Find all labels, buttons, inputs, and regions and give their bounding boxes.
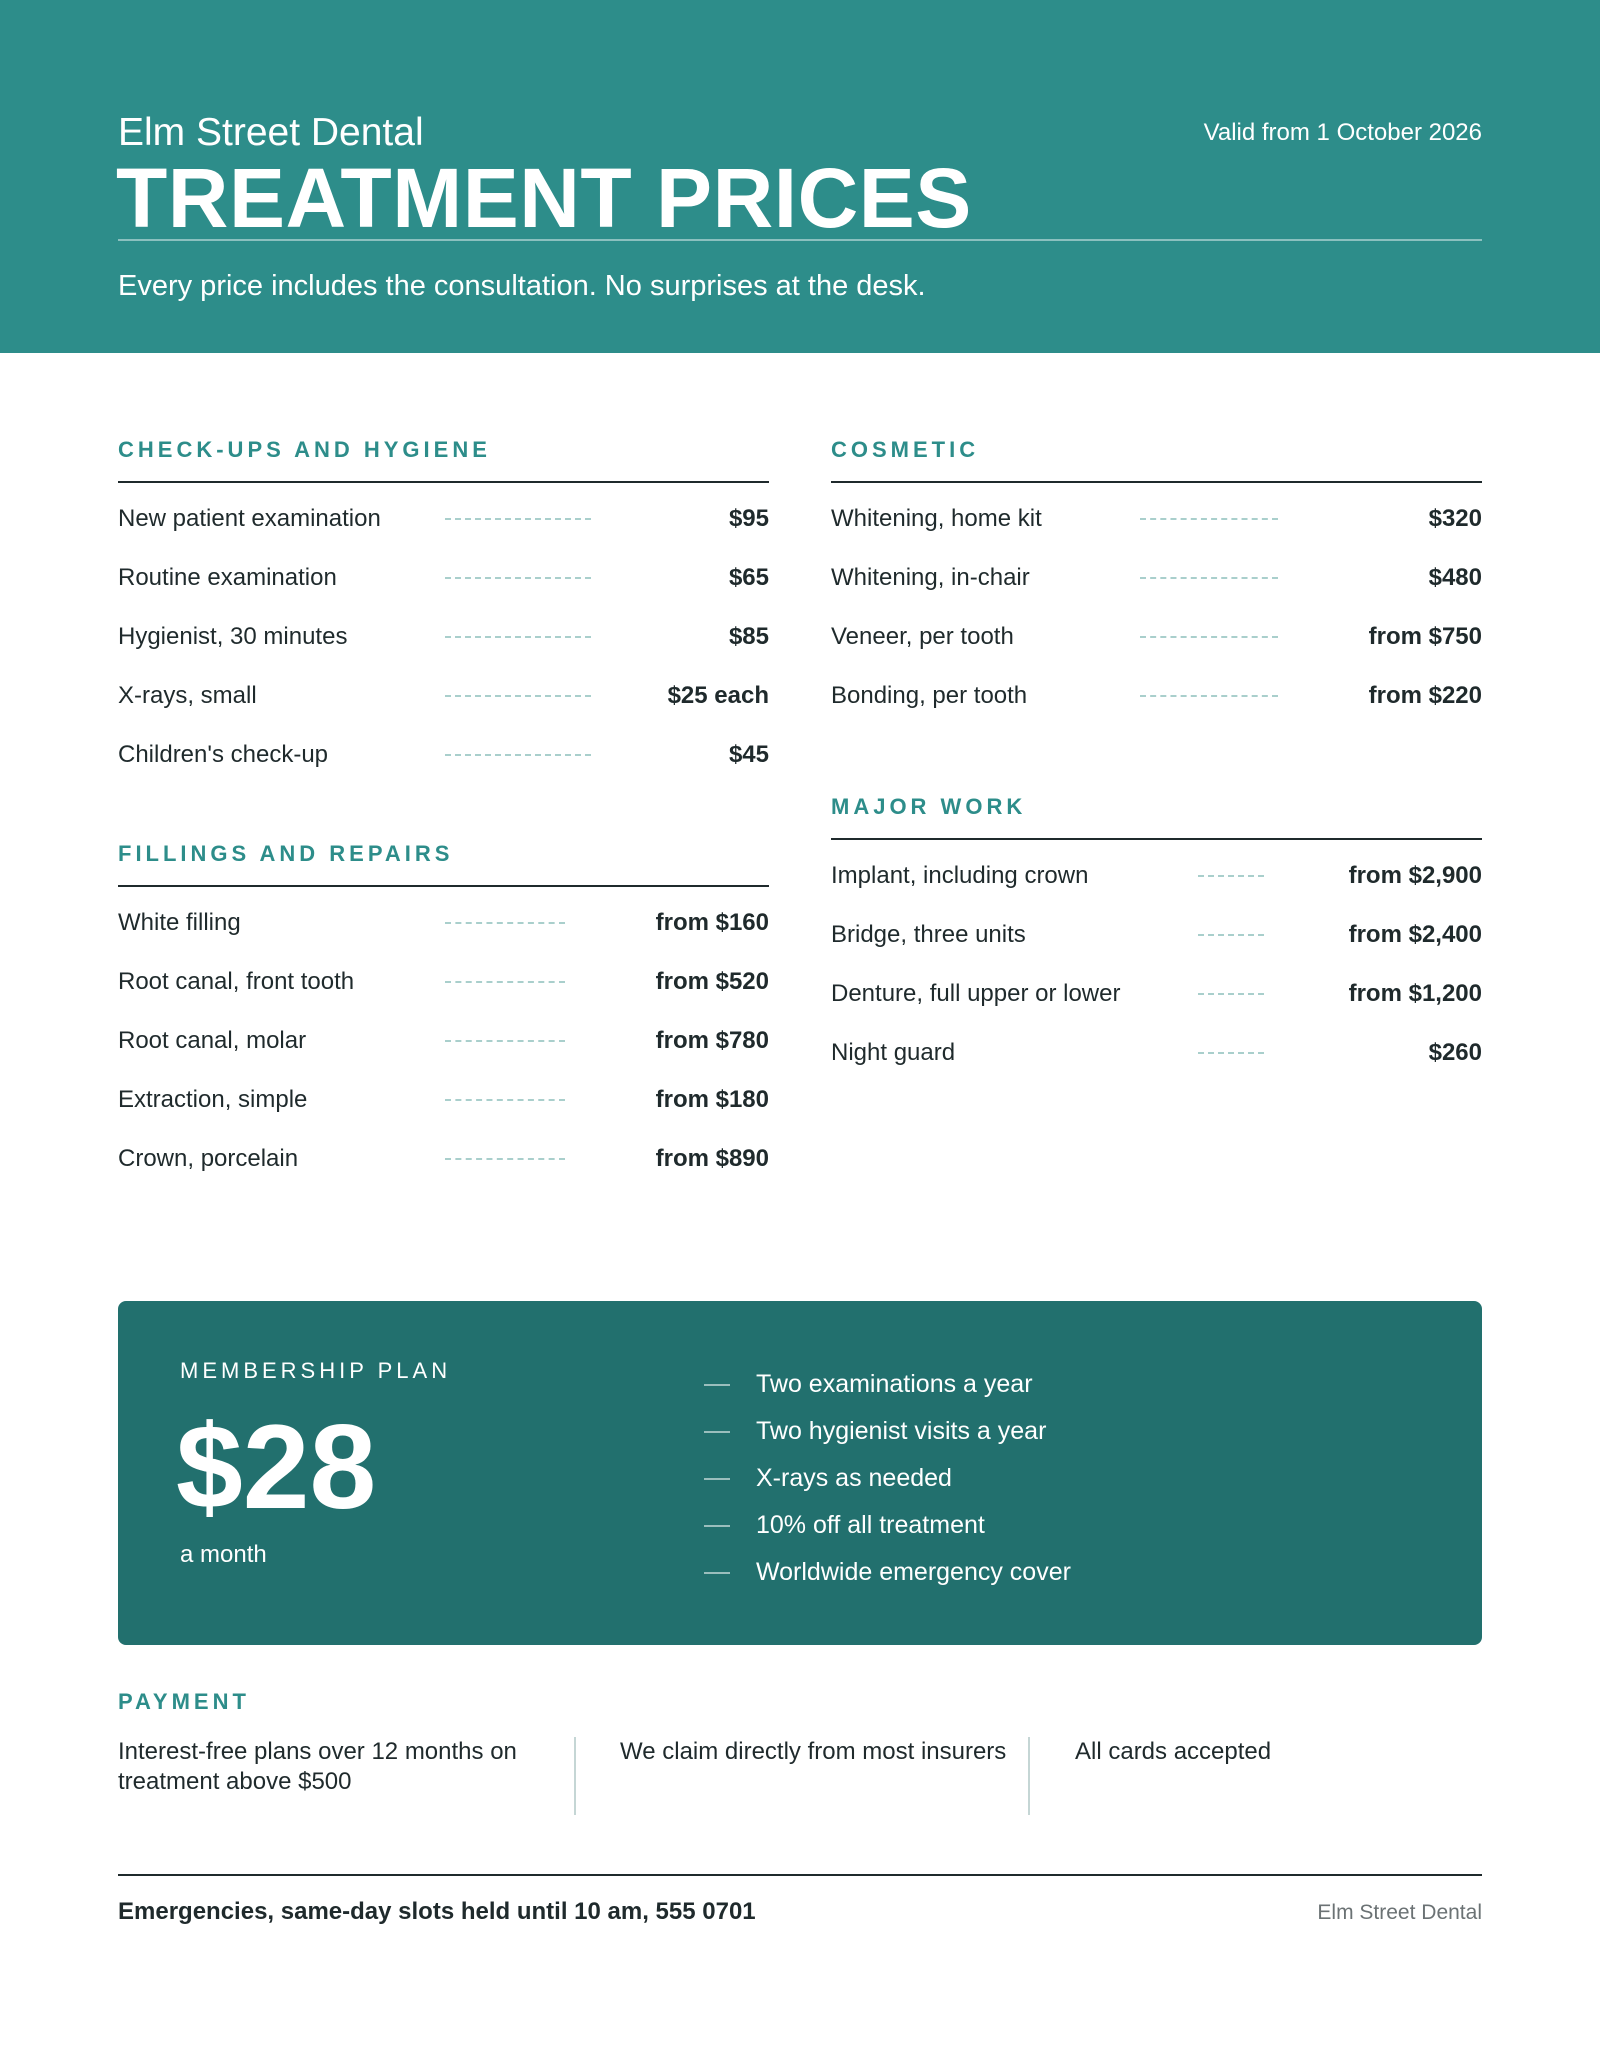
clinic-name: Elm Street Dental xyxy=(118,111,424,154)
benefit-item xyxy=(704,1502,1071,1549)
footer-brand: Elm Street Dental xyxy=(1317,1901,1482,1924)
price-row xyxy=(831,964,1482,1023)
benefit-text: X-rays as needed xyxy=(756,1464,952,1492)
benefit-text: Two hygienist visits a year xyxy=(756,1417,1047,1445)
payment-option-cards: All cards accepted xyxy=(1028,1737,1482,1815)
benefit-list xyxy=(704,1361,1071,1596)
dotted-leader xyxy=(445,754,591,756)
valid-from-date: Valid from 1 October 2026 xyxy=(1203,119,1482,146)
treatment-price: $45 xyxy=(728,740,769,768)
treatment-price: $260 xyxy=(1428,1038,1482,1066)
dotted-leader xyxy=(445,1158,565,1160)
treatment-price: from $2,900 xyxy=(1348,861,1482,889)
payment-option-insurers: We claim directly from most insurers xyxy=(574,1737,1030,1815)
dotted-leader xyxy=(445,695,591,697)
dash-icon xyxy=(704,1384,730,1386)
plan-price: $28 xyxy=(176,1400,377,1534)
dotted-leader xyxy=(1140,518,1278,520)
treatment-name: Bonding, per tooth xyxy=(831,681,1028,709)
treatment-name: Hygienist, 30 minutes xyxy=(118,622,348,650)
benefit-item xyxy=(704,1361,1071,1408)
price-row xyxy=(118,548,769,607)
treatment-price: from $1,200 xyxy=(1348,979,1482,1007)
treatment-name: Routine examination xyxy=(118,563,337,591)
section-heading: CHECK-UPS AND HYGIENE xyxy=(118,436,769,483)
dotted-leader xyxy=(445,981,565,983)
price-row xyxy=(118,725,769,784)
price-row xyxy=(831,548,1482,607)
treatment-name: New patient examination xyxy=(118,504,381,532)
treatment-name: Bridge, three units xyxy=(831,920,1026,948)
price-row xyxy=(831,905,1482,964)
benefit-text: Worldwide emergency cover xyxy=(756,1558,1071,1586)
dotted-leader xyxy=(445,577,591,579)
dash-icon xyxy=(704,1431,730,1433)
dotted-leader xyxy=(445,518,591,520)
price-row xyxy=(118,666,769,725)
section-fillings-repairs xyxy=(118,840,769,1188)
treatment-price: $320 xyxy=(1428,504,1482,532)
price-row xyxy=(831,1023,1482,1082)
page-title: TREATMENT PRICES xyxy=(116,151,972,245)
treatment-name: Root canal, molar xyxy=(118,1026,307,1054)
plan-period: a month xyxy=(180,1541,267,1568)
price-row xyxy=(118,952,769,1011)
benefit-item xyxy=(704,1408,1071,1455)
dash-icon xyxy=(704,1525,730,1527)
treatment-name: Extraction, simple xyxy=(118,1085,308,1113)
treatment-price: from $220 xyxy=(1368,681,1482,709)
membership-plan-panel xyxy=(118,1301,1482,1645)
treatment-price: from $520 xyxy=(655,967,769,995)
dotted-leader xyxy=(1198,993,1264,995)
dotted-leader xyxy=(1140,636,1278,638)
treatment-price: from $180 xyxy=(655,1085,769,1113)
benefit-text: Two examinations a year xyxy=(756,1370,1033,1398)
dotted-leader xyxy=(1198,934,1264,936)
price-row xyxy=(831,666,1482,725)
payment-option-plans: Interest-free plans over 12 months on treatment above $500 xyxy=(118,1738,517,1795)
section-heading: COSMETIC xyxy=(831,436,1482,483)
treatment-name: Crown, porcelain xyxy=(118,1144,299,1172)
dash-icon xyxy=(704,1478,730,1480)
benefit-item xyxy=(704,1455,1071,1502)
treatment-price: $95 xyxy=(728,504,769,532)
treatment-price: from $750 xyxy=(1368,622,1482,650)
header-banner xyxy=(0,0,1600,353)
treatment-name: Implant, including crown xyxy=(831,861,1089,889)
section-heading: MAJOR WORK xyxy=(831,793,1482,840)
price-row xyxy=(118,1129,769,1188)
price-row xyxy=(118,489,769,548)
section-heading: FILLINGS AND REPAIRS xyxy=(118,840,769,887)
dotted-leader xyxy=(1198,875,1264,877)
plan-label: MEMBERSHIP PLAN xyxy=(180,1358,452,1383)
treatment-name: X-rays, small xyxy=(118,681,257,709)
treatment-name: Veneer, per tooth xyxy=(831,622,1014,650)
dash-icon xyxy=(704,1572,730,1574)
treatment-name: Whitening, in-chair xyxy=(831,563,1030,591)
price-row xyxy=(831,607,1482,666)
treatment-price: from $2,400 xyxy=(1348,920,1482,948)
treatment-price: from $780 xyxy=(655,1026,769,1054)
price-row xyxy=(118,1070,769,1129)
treatment-name: Whitening, home kit xyxy=(831,504,1042,532)
treatment-name: White filling xyxy=(118,908,241,936)
treatment-price: $85 xyxy=(728,622,769,650)
section-major-work xyxy=(831,793,1482,1082)
treatment-name: Children's check-up xyxy=(118,740,329,768)
dotted-leader xyxy=(445,636,591,638)
dotted-leader xyxy=(445,1099,565,1101)
price-row xyxy=(118,607,769,666)
treatment-name: Root canal, front tooth xyxy=(118,967,355,995)
treatment-price: from $890 xyxy=(655,1144,769,1172)
treatment-price: $25 each xyxy=(667,681,769,709)
benefit-item xyxy=(704,1549,1071,1596)
header-divider xyxy=(118,239,1482,241)
treatment-price: from $160 xyxy=(655,908,769,936)
section-cosmetic xyxy=(831,436,1482,725)
treatment-name: Denture, full upper or lower xyxy=(831,979,1121,1007)
tagline: Every price includes the consultation. No surprises at the desk. xyxy=(118,270,926,302)
footer-divider xyxy=(118,1874,1482,1876)
treatment-name: Night guard xyxy=(831,1038,956,1066)
price-row xyxy=(831,846,1482,905)
emergency-contact: Emergencies, same-day slots held until 10 am, 555 0701 xyxy=(118,1898,756,1925)
price-row xyxy=(118,893,769,952)
payment-heading: PAYMENT xyxy=(118,1689,250,1714)
price-row xyxy=(118,1011,769,1070)
benefit-text: 10% off all treatment xyxy=(756,1511,985,1539)
dotted-leader xyxy=(445,922,565,924)
section-checkups-hygiene xyxy=(118,436,769,784)
dotted-leader xyxy=(1140,695,1278,697)
dotted-leader xyxy=(445,1040,565,1042)
price-row xyxy=(831,489,1482,548)
dotted-leader xyxy=(1198,1052,1264,1054)
treatment-price: $65 xyxy=(728,563,769,591)
treatment-price: $480 xyxy=(1428,563,1482,591)
dotted-leader xyxy=(1140,577,1278,579)
